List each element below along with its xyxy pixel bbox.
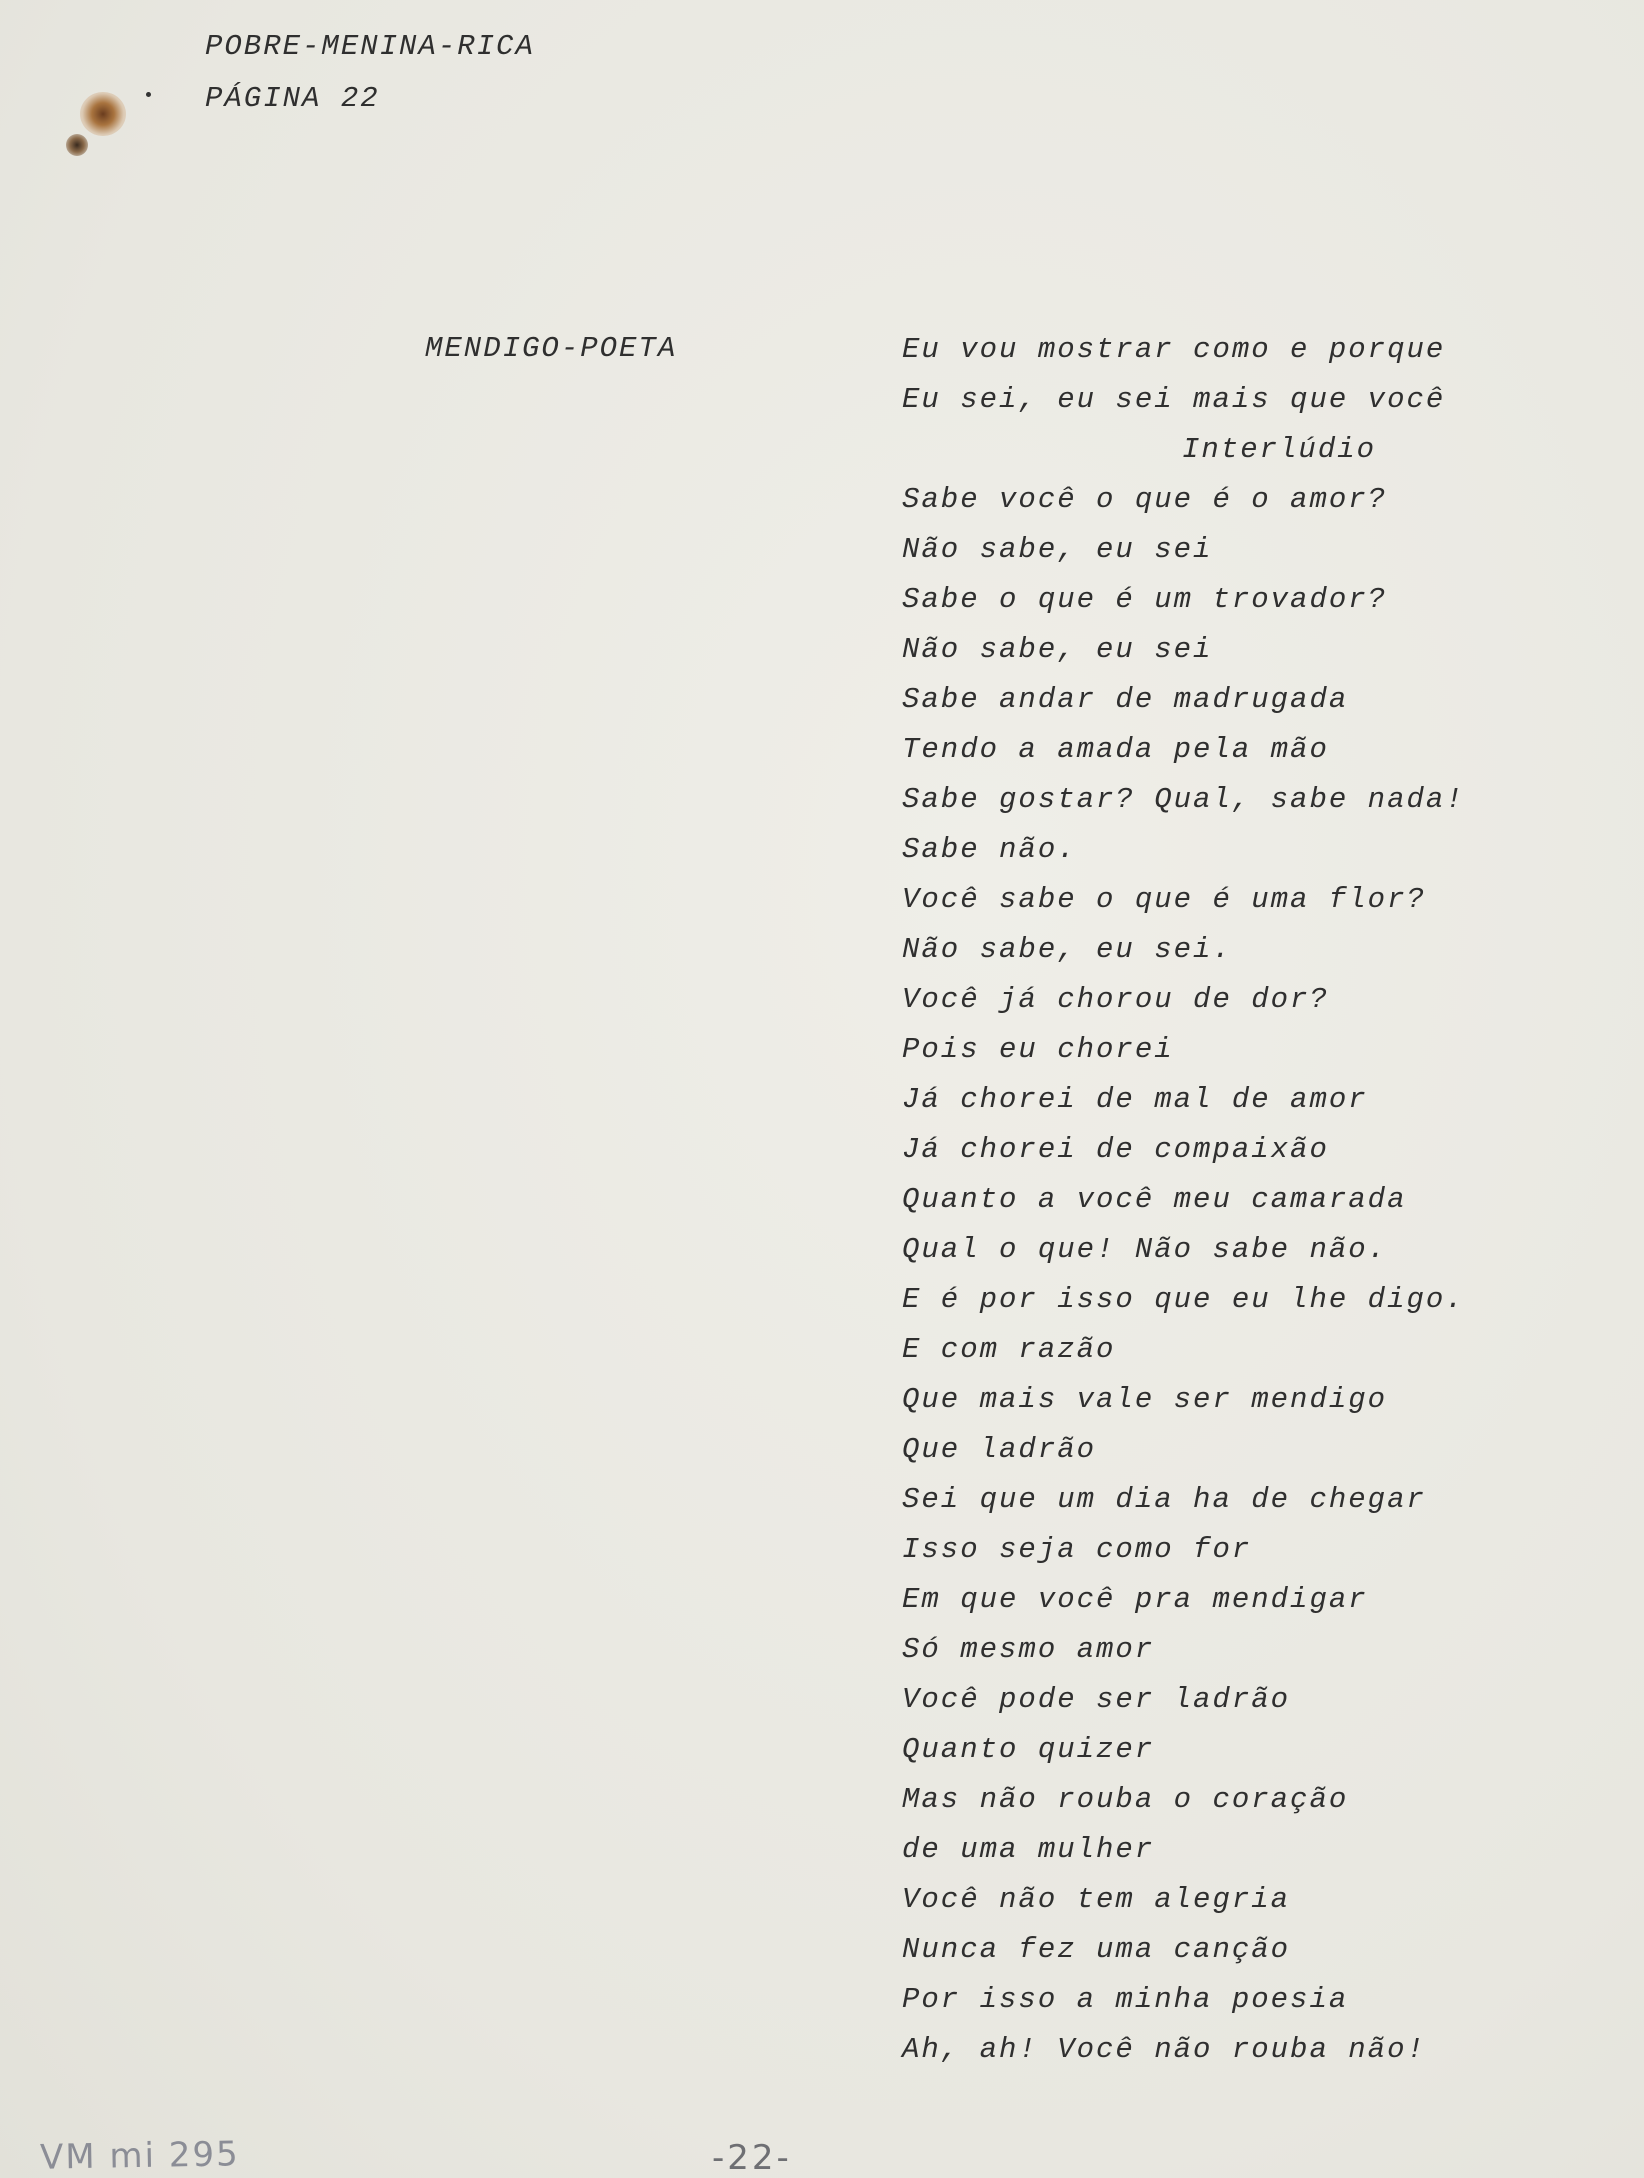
lyric-line: Sabe gostar? Qual, sabe nada!: [902, 783, 1465, 816]
lyric-line: Interlúdio: [1182, 433, 1377, 466]
lyric-line: Já chorei de compaixão: [902, 1133, 1329, 1166]
lyric-line: Sabe não.: [902, 833, 1077, 866]
lyric-line: Isso seja como for: [902, 1533, 1252, 1566]
lyric-line: Em que você pra mendigar: [902, 1583, 1368, 1616]
lyric-line: Quanto a você meu camarada: [902, 1183, 1407, 1216]
lyric-line: Você já chorou de dor?: [902, 983, 1329, 1016]
lyric-line: Que ladrão: [902, 1433, 1097, 1466]
lyric-line: Sabe você o que é o amor?: [902, 483, 1388, 516]
lyric-line: Quanto quizer: [902, 1733, 1155, 1766]
page-label: PÁGINA 22: [205, 82, 380, 115]
lyric-line: Eu sei, eu sei mais que você: [902, 383, 1446, 416]
lyric-line: Sabe andar de madrugada: [902, 683, 1349, 716]
lyric-line: E com razão: [902, 1333, 1116, 1366]
lyric-line: Sabe o que é um trovador?: [902, 583, 1388, 616]
lyric-line: Já chorei de mal de amor: [902, 1083, 1368, 1116]
stain-mark: [66, 134, 88, 156]
lyric-line: Você pode ser ladrão: [902, 1683, 1291, 1716]
lyric-line: Que mais vale ser mendigo: [902, 1383, 1388, 1416]
lyric-line: Qual o que! Não sabe não.: [902, 1233, 1388, 1266]
lyric-line: E é por isso que eu lhe digo.: [902, 1283, 1465, 1316]
lyric-line: Eu vou mostrar como e porque: [902, 333, 1446, 366]
lyric-line: Nunca fez uma canção: [902, 1933, 1291, 1966]
lyric-line: Não sabe, eu sei: [902, 533, 1213, 566]
lyric-line: Por isso a minha poesia: [902, 1983, 1349, 2016]
lyric-line: Mas não rouba o coração: [902, 1783, 1349, 1816]
page-number: -22-: [712, 2138, 792, 2178]
lyric-line: Sei que um dia ha de chegar: [902, 1483, 1426, 1516]
lyric-line: de uma mulher: [902, 1833, 1155, 1866]
lyric-line: Ah, ah! Você não rouba não!: [902, 2033, 1426, 2066]
lyric-line: Não sabe, eu sei: [902, 633, 1213, 666]
lyric-line: Não sabe, eu sei.: [902, 933, 1232, 966]
handwritten-archive-note: VM mi 295: [39, 2134, 241, 2178]
speaker-name: MENDIGO-POETA: [425, 332, 678, 365]
lyrics-block: [902, 332, 1465, 2082]
lyric-line: Você sabe o que é uma flor?: [902, 883, 1426, 916]
lyric-line: Só mesmo amor: [902, 1633, 1155, 1666]
ink-dot: [146, 92, 151, 97]
lyric-line: Pois eu chorei: [902, 1033, 1174, 1066]
lyric-line: Tendo a amada pela mão: [902, 733, 1329, 766]
document-title: POBRE-MENINA-RICA: [205, 30, 535, 63]
lyric-line: Você não tem alegria: [902, 1883, 1291, 1916]
stain-mark: [80, 92, 126, 136]
